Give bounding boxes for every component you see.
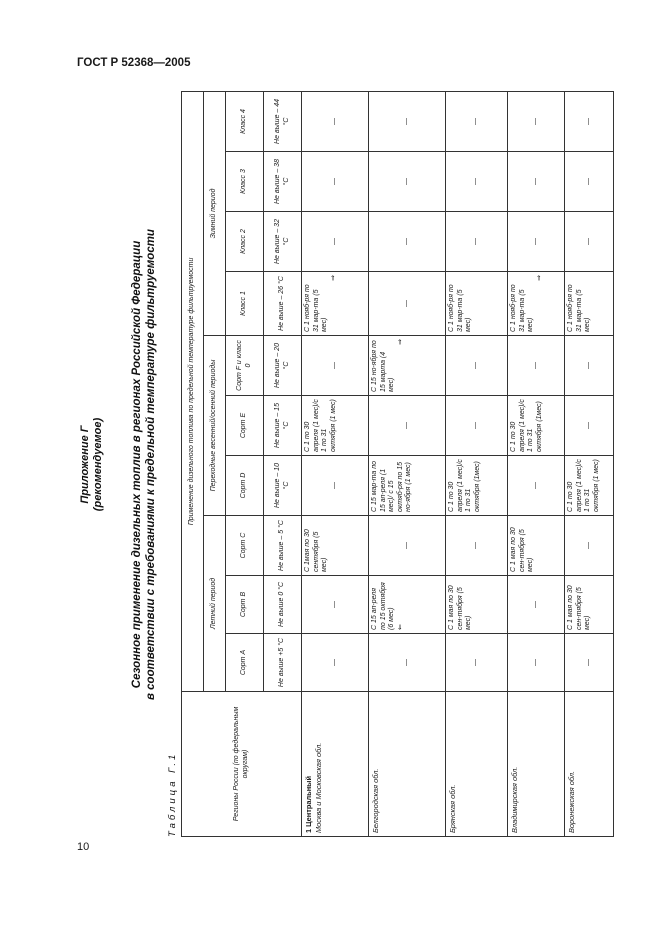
period-cell (369, 456, 446, 516)
region-name: Белгородская обл. (371, 768, 380, 833)
page-number: 10 (77, 841, 90, 853)
period-cell (302, 396, 369, 456)
period-text: — (472, 542, 480, 549)
region-name: Владимирская обл. (510, 766, 519, 833)
period-cell (369, 516, 446, 576)
period-cell (565, 212, 614, 272)
grade-limit: Не выше +5 °С (264, 634, 302, 692)
period-text: С 1 нояб-ря по 31 мар-та (5 мес) (448, 284, 472, 332)
period-text: С 1мая по 30 сентября (5 мес) (304, 529, 328, 572)
grade-limit: Не выше – 5 °С (264, 516, 302, 576)
period-cell (508, 212, 565, 272)
appendix-heading (79, 92, 105, 837)
period-text: С 1 по 30 апреля (1 мес)/с 1 по 31 октября (1 мес) (304, 399, 337, 452)
period-cell (446, 336, 508, 396)
period-cell (369, 396, 446, 456)
period-text: — (472, 362, 480, 369)
period-text: — (531, 659, 539, 666)
header-region: Регионы России (по федеральным округам) (182, 692, 302, 837)
grade-name: Сорт B (226, 576, 264, 634)
period-cell (446, 576, 508, 634)
period-cell (369, 91, 446, 151)
period-cell (565, 91, 614, 151)
table-row (446, 91, 508, 836)
fuel-application-table (181, 91, 614, 837)
period-text: — (584, 542, 592, 549)
period-text: — (472, 238, 480, 245)
header-summer: Летний период (204, 516, 226, 692)
period-text: С 1 мая по 30 сен-тября (5 мес) (567, 585, 591, 630)
period-text: — (472, 117, 480, 125)
period-cell (508, 152, 565, 212)
period-text: С 15 но-ября по 15 марта (4 мес) (371, 340, 395, 392)
period-cell (508, 516, 565, 576)
caption-line-2: в соответствии с требованиями к предельной температуре фильтруемости (145, 229, 157, 700)
period-text: — (330, 362, 338, 369)
grade-limit: Не выше – 26 °С (264, 272, 302, 336)
period-cell (302, 91, 369, 151)
region-name: Воронежская обл. (567, 770, 576, 833)
period-text: — (531, 178, 539, 185)
period-text: — (330, 178, 338, 185)
table-label: Таблица Г.1 (167, 751, 178, 837)
period-cell (565, 576, 614, 634)
period-cell (446, 212, 508, 272)
period-cell (565, 396, 614, 456)
region-cell (369, 692, 446, 837)
grade-limit: Не выше – 15 °С (264, 396, 302, 456)
period-cell (369, 212, 446, 272)
region-cell (446, 692, 508, 837)
period-text: — (330, 117, 338, 125)
period-text: — (584, 659, 592, 666)
period-text: — (531, 482, 539, 489)
period-text: С 1 нояб-ря по 31 мар-та (5 мес) (304, 284, 328, 332)
table-row (369, 91, 446, 836)
period-cell (369, 152, 446, 212)
period-text: — (330, 601, 338, 608)
table-row (508, 91, 565, 836)
period-cell (369, 272, 446, 336)
period-text: — (402, 300, 410, 307)
region-cell (508, 692, 565, 837)
period-text: С 1 по 30 апреля (1 мес)/с 1 по 31 октября (1мес) (510, 399, 543, 452)
period-cell (565, 456, 614, 516)
region-cell (302, 692, 369, 837)
period-cell (508, 456, 565, 516)
arrow-left-icon: ⇐ (396, 624, 404, 630)
period-cell (446, 91, 508, 151)
period-text: С 1 по 30 апреля (1 мес)/с 1 по 31 октября (1 мес) (567, 459, 600, 512)
region-cell (565, 692, 614, 837)
period-cell (302, 576, 369, 634)
document-code: ГОСТ Р 52368—2005 (77, 57, 191, 69)
grade-limit: Не выше – 10 °С (264, 456, 302, 516)
table-caption (130, 92, 158, 837)
period-text: С 1 по 30 апреля (1 мес)/с 1 по 31 октября (1мес) (448, 459, 481, 512)
grade-name: Сорт E (226, 396, 264, 456)
period-text: — (584, 362, 592, 369)
period-text: С 1 нояб-ря по 31 мар-та (5 мес) (567, 284, 591, 332)
period-text: С 1 мая по 30 сен-тября (5 мес) (448, 585, 472, 630)
table-body (302, 91, 614, 836)
period-text: — (584, 238, 592, 245)
period-text: С 15 ап-реля по 15 октября (6 мес) (371, 582, 395, 630)
period-cell (508, 396, 565, 456)
period-cell (302, 212, 369, 272)
period-cell (302, 272, 369, 336)
period-cell (508, 336, 565, 396)
period-cell (446, 634, 508, 692)
period-cell (508, 634, 565, 692)
period-text: С 15 мар-та по 15 ап-реля (1 мес)/ с 15 октяб-ря по 15 но-ября (1 мес) (371, 461, 412, 512)
period-cell (565, 336, 614, 396)
period-text: — (330, 482, 338, 489)
period-cell (446, 272, 508, 336)
period-cell (446, 152, 508, 212)
table-row (302, 91, 369, 836)
caption-line-1: Сезонное применение дизельных топлив в регионах Российской Федерации (131, 240, 143, 689)
grade-name: Класс 1 (226, 272, 264, 336)
period-text: — (531, 117, 539, 125)
region-name: Брянская обл. (448, 784, 457, 833)
header-winter: Зимний период (204, 91, 226, 335)
period-cell (302, 152, 369, 212)
period-cell (369, 336, 446, 396)
period-text: — (402, 117, 410, 125)
grade-name: Сорт A (226, 634, 264, 692)
federal-district-name: 1 Центральный (304, 775, 313, 833)
period-cell (302, 336, 369, 396)
period-cell (369, 634, 446, 692)
period-text: — (531, 238, 539, 245)
grade-limit: Не выше – 20 °С (264, 336, 302, 396)
grade-limit: Не выше 0 °С (264, 576, 302, 634)
period-text: — (584, 117, 592, 125)
header-transition: Переходные весенний/осенний периоды (204, 336, 226, 516)
grade-limit: Не выше – 38 °С (264, 152, 302, 212)
period-cell (565, 272, 614, 336)
period-text: — (472, 659, 480, 666)
period-text: С 1 нояб-ря по 31 мар-та (5 мес) (510, 284, 534, 332)
period-text: — (531, 362, 539, 369)
arrow-right-icon: ⇒ (329, 275, 337, 281)
period-text: — (402, 238, 410, 245)
period-text: — (472, 178, 480, 185)
period-text: — (402, 178, 410, 185)
arrow-right-icon: ⇒ (396, 339, 404, 345)
grade-name: Сорт C (226, 516, 264, 576)
period-cell (565, 516, 614, 576)
period-cell (446, 456, 508, 516)
period-text: — (584, 422, 592, 429)
table-row (565, 91, 614, 836)
period-cell (302, 516, 369, 576)
period-text: — (330, 659, 338, 666)
grade-name: Сорт D (226, 456, 264, 516)
period-text: — (531, 601, 539, 608)
header-main: Применение дизельного топлива по предельной температуре фильтруемости (182, 91, 204, 691)
appendix-title: Приложение Г (79, 425, 91, 504)
region-name: Москва и Московская обл. (314, 742, 323, 833)
arrow-right-icon: ⇒ (535, 275, 543, 281)
period-cell (508, 576, 565, 634)
appendix-subtitle: (рекомендуемое) (92, 417, 104, 512)
period-cell (302, 456, 369, 516)
rotated-page-content (77, 92, 613, 837)
period-text: — (402, 659, 410, 666)
period-text: — (472, 422, 480, 429)
grade-name: Класс 2 (226, 212, 264, 272)
period-cell (565, 634, 614, 692)
period-cell (508, 272, 565, 336)
grade-name: Класс 4 (226, 91, 264, 151)
grade-limit: Не выше – 32 °С (264, 212, 302, 272)
period-cell (508, 91, 565, 151)
period-text: — (330, 238, 338, 245)
period-cell (446, 516, 508, 576)
period-text: — (402, 422, 410, 429)
period-cell (446, 396, 508, 456)
grade-limit: Не выше – 44 °С (264, 91, 302, 151)
period-cell (302, 634, 369, 692)
period-text: — (584, 178, 592, 185)
period-cell (369, 576, 446, 634)
grade-name: Класс 3 (226, 152, 264, 212)
period-cell (565, 152, 614, 212)
grade-name: Сорт F и класс 0 (226, 336, 264, 396)
period-text: С 1 мая по 30 сен-тября (5 мес) (510, 527, 534, 572)
period-text: — (402, 542, 410, 549)
